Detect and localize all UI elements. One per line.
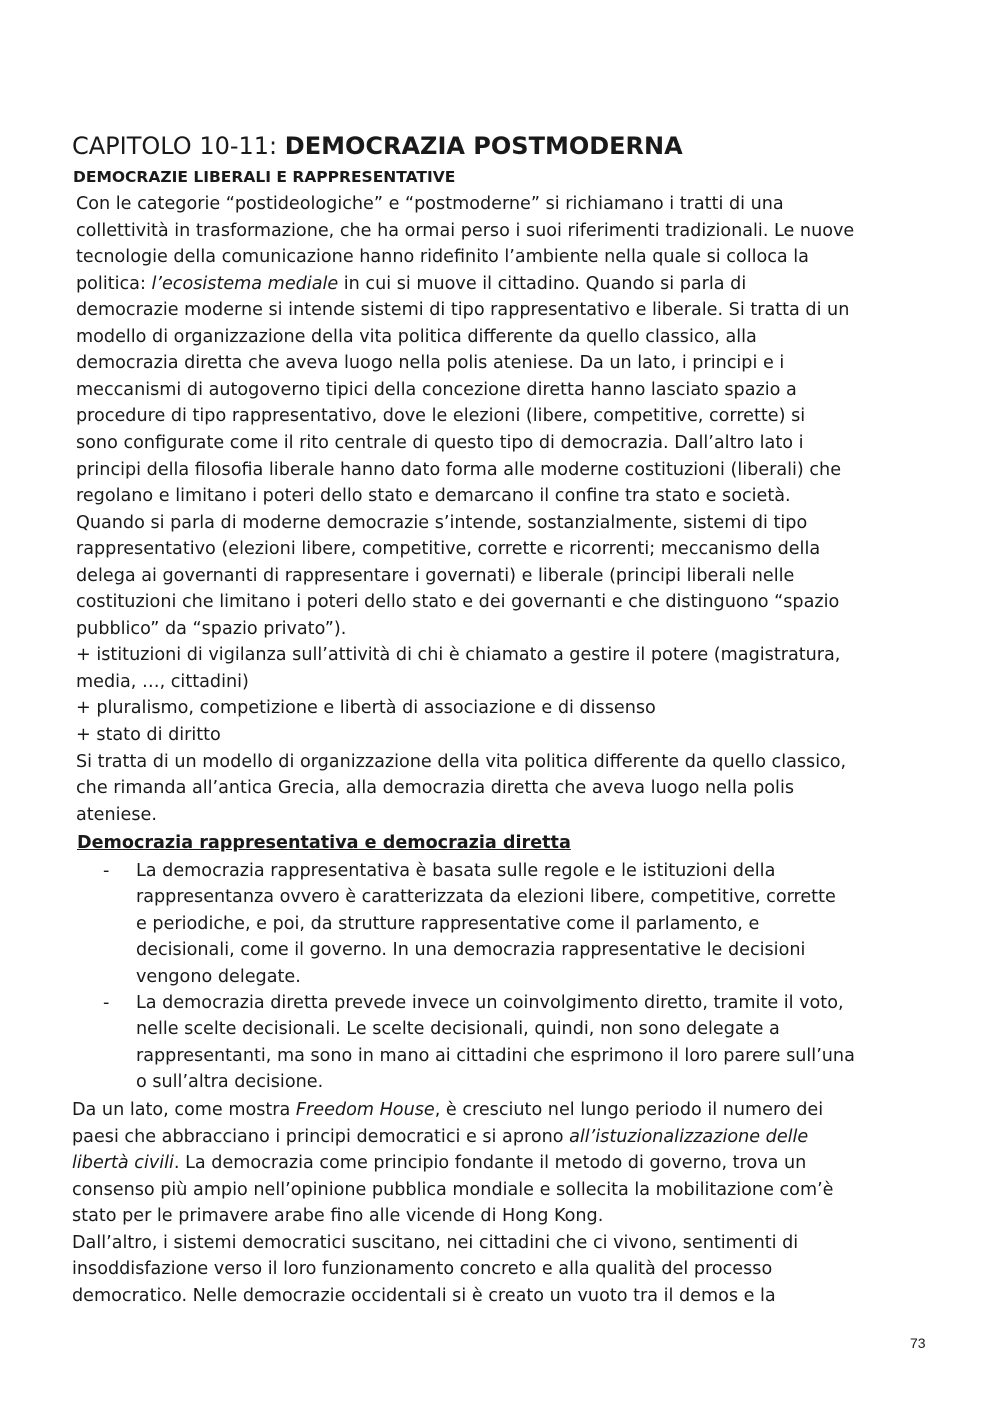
- text-segment: politica:: [76, 273, 152, 294]
- text-segment: Da un lato, come mostra: [72, 1100, 296, 1120]
- text-line: [72, 1124, 808, 1150]
- text-line: che rimanda all’antica Grecia, alla democrazia diretta che aveva luogo nella polis: [76, 778, 795, 799]
- text-line: [72, 1150, 806, 1176]
- italic-text: libertà civili: [72, 1153, 174, 1173]
- text-line: democrazie moderne si intende sistemi di tipo rappresentativo e liberale. Si tratta di un: [76, 300, 850, 321]
- bullet-text-line: nelle scelte decisionali. Le scelte decisionali, quindi, non sono delegate a: [136, 1019, 780, 1040]
- text-line: democratico. Nelle democrazie occidentali si è creato un vuoto tra il demos e la: [72, 1285, 776, 1306]
- text-line: [72, 1097, 823, 1123]
- chapter-title-bold: DEMOCRAZIA POSTMODERNA: [284, 132, 683, 160]
- text-line: stato per le primavere arabe fino alle vicende di Hong Kong.: [72, 1206, 604, 1226]
- text-line: sono configurate come il rito centrale di questo tipo di democrazia. Dall’altro lato i: [76, 432, 804, 453]
- bullet-marker: -: [103, 993, 110, 1013]
- bullet-text-line: vengono delegate.: [136, 966, 301, 987]
- text-line: media, …, cittadini): [76, 671, 249, 692]
- text-line: regolano e limitano i poteri dello stato e demarcano il confine tra stato e società.: [76, 486, 791, 507]
- bullet-text-line: e periodiche, e poi, da strutture rappresentative come il parlamento, e: [136, 913, 760, 934]
- bullet-marker: -: [103, 861, 110, 881]
- text-segment: in cui si muove il cittadino. Quando si parla di: [338, 273, 747, 294]
- italic-text: l’ecosistema mediale: [151, 273, 339, 294]
- italic-text: all’istuzionalizzazione delle: [569, 1126, 809, 1147]
- bullet-text-line: La democrazia rappresentativa è basata sulle regole e le istituzioni della: [136, 861, 776, 881]
- text-line: [76, 271, 746, 297]
- text-segment: , è cresciuto nel lungo periodo il numero dei: [434, 1100, 824, 1120]
- section-subtitle: DEMOCRAZIE LIBERALI E RAPPRESENTATIVE: [73, 168, 456, 186]
- text-line: ateniese.: [76, 804, 157, 825]
- text-line: delega ai governanti di rappresentare i governati) e liberale (principi liberali nelle: [76, 565, 795, 586]
- text-line: Si tratta di un modello di organizzazione della vita politica differente da quello classico,: [76, 751, 847, 772]
- text-line: Quando si parla di moderne democrazie s’intende, sostanzialmente, sistemi di tipo: [76, 512, 808, 533]
- text-line: tecnologie della comunicazione hanno ridefinito l’ambiente nella quale si colloca la: [76, 247, 809, 268]
- text-line: procedure di tipo rappresentativo, dove le elezioni (libere, competitive, corrette) si: [76, 406, 806, 427]
- bullet-text-line: La democrazia diretta prevede invece un coinvolgimento diretto, tramite il voto,: [136, 993, 844, 1013]
- text-line: democrazia diretta che aveva luogo nella polis ateniese. Da un lato, i principi e i: [76, 353, 785, 374]
- text-line: meccanismi di autogoverno tipici della concezione diretta hanno lasciato spazio a: [76, 379, 797, 400]
- text-line: insoddisfazione verso il loro funzionamento concreto e alla qualità del processo: [72, 1259, 773, 1279]
- text-line: modello di organizzazione della vita politica differente da quello classico, alla: [76, 326, 757, 347]
- text-line: pubblico” da “spazio privato”).: [76, 618, 347, 639]
- text-line: costituzioni che limitano i poteri dello stato e dei governanti e che distinguono “spazio: [76, 592, 840, 613]
- text-line: Dall’altro, i sistemi democratici suscitano, nei cittadini che ci vivono, sentimenti di: [72, 1232, 799, 1253]
- chapter-title: [72, 130, 683, 162]
- bullet-text-line: decisionali, come il governo. In una democrazia rappresentative le decisioni: [136, 940, 806, 961]
- text-line: + pluralismo, competizione e libertà di associazione e di dissenso: [76, 698, 656, 719]
- text-line: consenso più ampio nell’opinione pubblica mondiale e sollecita la mobilitazione com’è: [72, 1179, 834, 1200]
- text-line: principi della filosofia liberale hanno dato forma alle moderne costituzioni (liberali) che: [76, 459, 842, 480]
- text-line: collettività in trasformazione, che ha ormai perso i suoi riferimenti tradizionali. Le nuove: [76, 220, 855, 241]
- bullet-text-line: rappresentanti, ma sono in mano ai cittadini che esprimono il loro parere sull’una: [136, 1045, 855, 1066]
- text-line: rappresentativo (elezioni libere, competitive, corrette e ricorrenti; meccanismo della: [76, 539, 821, 560]
- page-number: 73: [910, 1335, 926, 1351]
- text-line: + stato di diritto: [76, 725, 221, 745]
- chapter-title-prefix: CAPITOLO 10-11:: [72, 132, 285, 160]
- text-line: Con le categorie “postideologiche” e “postmoderne” si richiamano i tratti di una: [76, 194, 784, 214]
- text-line: + istituzioni di vigilanza sull’attività di chi è chiamato a gestire il potere (magistratura,: [76, 645, 841, 666]
- bullet-text-line: rappresentanza ovvero è caratterizzata da elezioni libere, competitive, corrette: [136, 887, 836, 908]
- section-heading: Democrazia rappresentativa e democrazia diretta: [77, 833, 571, 853]
- text-segment: . La democrazia come principio fondante il metodo di governo, trova un: [173, 1153, 807, 1173]
- italic-text: Freedom House: [295, 1100, 435, 1120]
- bullet-text-line: o sull’altra decisione.: [136, 1072, 324, 1093]
- text-segment: paesi che abbracciano i principi democratici e si aprono: [72, 1126, 570, 1147]
